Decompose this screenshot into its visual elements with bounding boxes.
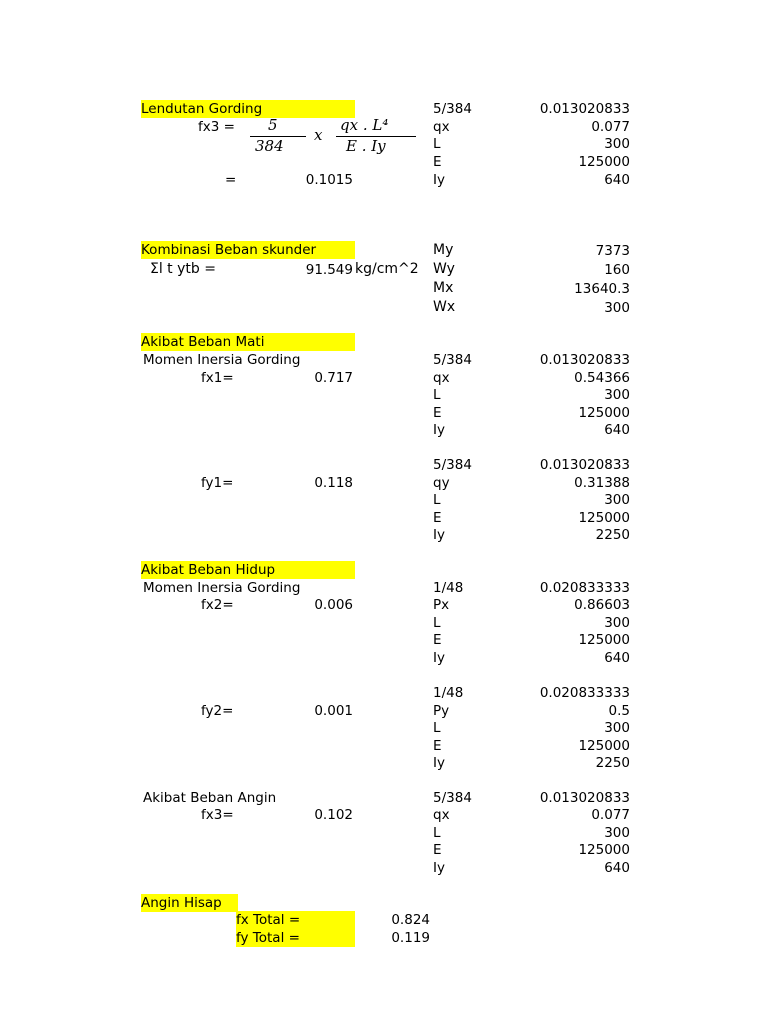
param-label: Iy <box>433 860 445 876</box>
formula-times: x <box>314 126 323 144</box>
param-label: Iy <box>433 422 445 438</box>
param-label: 5/384 <box>433 352 472 368</box>
param-value: 125000 <box>578 154 630 170</box>
param-value: 300 <box>604 136 630 152</box>
param-value: 125000 <box>578 842 630 858</box>
param-label: E <box>433 842 442 858</box>
param-label: L <box>433 387 441 403</box>
param-label: E <box>433 154 442 170</box>
param-label: L <box>433 825 441 841</box>
section-title-beban-angin: Akibat Beban Angin <box>143 790 277 806</box>
param-label: Iy <box>433 650 445 666</box>
param-value: 0.077 <box>591 119 630 135</box>
param-value: 2250 <box>595 755 630 771</box>
sigma-value: 91.549 <box>305 262 353 278</box>
fy1-label: fy1= <box>201 475 234 491</box>
param-value: 640 <box>604 860 630 876</box>
param-label: L <box>433 492 441 508</box>
param-value: 0.020833333 <box>539 580 630 596</box>
param-value: 0.013020833 <box>539 457 630 473</box>
param-value: 640 <box>604 172 630 188</box>
fx3-angin-value: 0.102 <box>314 807 353 823</box>
param-label: 5/384 <box>433 457 472 473</box>
param-value: 7373 <box>595 243 630 259</box>
param-value: 300 <box>604 720 630 736</box>
param-value: 13640.3 <box>574 281 630 297</box>
param-label: qy <box>433 475 450 491</box>
param-label: E <box>433 510 442 526</box>
fy1-value: 0.118 <box>314 475 353 491</box>
param-label: qx <box>433 370 450 386</box>
param-value: 0.013020833 <box>539 101 630 117</box>
equals-sign: = <box>225 172 237 188</box>
param-label: qx <box>433 807 450 823</box>
section-title-lendutan: Lendutan Gording <box>141 100 355 118</box>
formula-num1: 5 <box>268 116 278 134</box>
fx3-angin-label: fx3= <box>201 807 234 823</box>
param-value: 640 <box>604 650 630 666</box>
param-label: 5/384 <box>433 101 472 117</box>
param-label: L <box>433 720 441 736</box>
section-title-beban-hidup: Akibat Beban Hidup <box>141 561 355 579</box>
param-value: 0.86603 <box>574 597 630 613</box>
fx-total-value: 0.824 <box>391 912 430 928</box>
fy2-value: 0.001 <box>314 703 353 719</box>
param-label: E <box>433 405 442 421</box>
param-value: 640 <box>604 422 630 438</box>
param-label: L <box>433 615 441 631</box>
param-value: 125000 <box>578 632 630 648</box>
section-title-beban-mati: Akibat Beban Mati <box>141 333 355 351</box>
param-label: Iy <box>433 527 445 543</box>
param-value: 0.020833333 <box>539 685 630 701</box>
param-value: 0.31388 <box>574 475 630 491</box>
param-label: Iy <box>433 755 445 771</box>
param-label: L <box>433 136 441 152</box>
param-value: 0.013020833 <box>539 352 630 368</box>
param-label: Py <box>433 703 450 719</box>
fy-total-value: 0.119 <box>391 930 430 946</box>
fy2-label: fy2= <box>201 703 234 719</box>
formula-den2: E . Iy <box>346 137 386 155</box>
param-value: 0.013020833 <box>539 790 630 806</box>
subtitle-momen-inersia: Momen Inersia Gording <box>143 580 301 596</box>
param-label: E <box>433 632 442 648</box>
param-label: 5/384 <box>433 790 472 806</box>
param-value: 125000 <box>578 738 630 754</box>
fx1-label: fx1= <box>201 370 234 386</box>
lendutan-result: 0.1015 <box>305 172 353 188</box>
param-label: Wy <box>433 261 455 277</box>
fx2-label: fx2= <box>201 597 234 613</box>
param-label: qx <box>433 119 450 135</box>
param-value: 160 <box>604 262 630 278</box>
param-value: 300 <box>604 492 630 508</box>
param-value: 0.077 <box>591 807 630 823</box>
fy-total-label: fy Total = <box>236 929 355 947</box>
sigma-unit: kg/cm^2 <box>355 261 419 277</box>
param-label: Mx <box>433 280 454 296</box>
param-value: 300 <box>604 387 630 403</box>
param-value: 0.5 <box>608 703 630 719</box>
param-label: Wx <box>433 299 456 315</box>
param-label: E <box>433 738 442 754</box>
formula-num2: qx . L⁴ <box>340 116 389 134</box>
param-value: 125000 <box>578 405 630 421</box>
param-value: 300 <box>604 300 630 316</box>
param-value: 300 <box>604 825 630 841</box>
section-title-kombinasi: Kombinasi Beban skunder <box>141 241 355 259</box>
fx2-value: 0.006 <box>314 597 353 613</box>
param-label: My <box>433 242 454 258</box>
param-value: 2250 <box>595 527 630 543</box>
param-value: 125000 <box>578 510 630 526</box>
param-value: 0.54366 <box>574 370 630 386</box>
param-value: 300 <box>604 615 630 631</box>
fx-total-label: fx Total = <box>236 911 355 929</box>
section-title-angin-hisap: Angin Hisap <box>141 894 238 912</box>
subtitle-momen-inersia: Momen Inersia Gording <box>143 352 301 368</box>
param-label: Iy <box>433 172 445 188</box>
fx1-value: 0.717 <box>314 370 353 386</box>
param-label: Px <box>433 597 450 613</box>
formula-den1: 384 <box>255 137 284 155</box>
param-label: 1/48 <box>433 580 464 596</box>
param-label: 1/48 <box>433 685 464 701</box>
sigma-label: Σl t ytb = <box>150 261 216 277</box>
fx3-label: fx3 = <box>198 119 235 135</box>
